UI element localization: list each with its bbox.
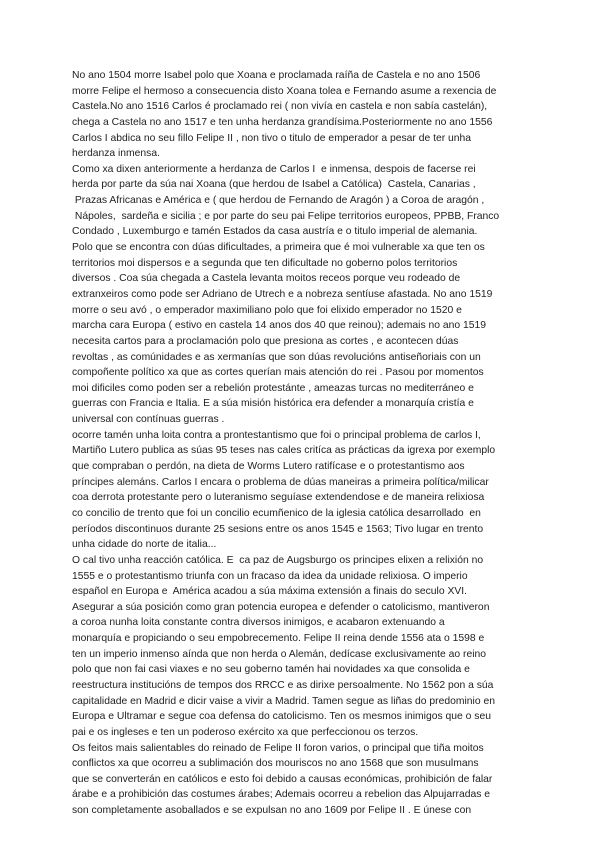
text-line: necesita cartos para a proclamación polo que presiona as cortes , e acontecen dúas — [72, 335, 459, 347]
text-line: territorios moi dispersos e a segunda que ten dificultade no goberno polos territorios — [72, 257, 458, 269]
text-line: herda por parte da súa nai Xoana (que herdou de Isabel a Católica) Castela, Canarias , — [72, 179, 476, 191]
text-line: guerras con Francia e Italia. E a súa misión histórica era defender a monarquía cristía e — [72, 398, 474, 410]
text-line: diversos . Coa súa chegada a Castela levanta moitos receos porque veu rodeado de — [72, 273, 461, 285]
text-line: marcha cara Europa ( estivo en castela 14 anos dos 40 que reinou); ademais no ano 1519 — [72, 320, 487, 332]
text-line: Castela.No ano 1516 Carlos é proclamado rei ( non vivía en castela e non sabía castelán), — [72, 101, 488, 113]
text-line: Martiño Lutero publica as súas 95 teses nas cales critíca as prácticas da igrexa por exemplo — [72, 445, 496, 457]
text-line: príncipes alemáns. Carlos I encara o problema de dúas maneiras a primeira política/milicar — [72, 476, 489, 488]
text-line: son completamente asoballados e se expulsan no ano 1609 por Felipe II . E únese con — [72, 805, 472, 817]
text-line: ten un imperio inmenso aínda que non herda o Alemán, dedícase exclusivamente ao reino — [72, 648, 487, 660]
text-line — [72, 819, 532, 835]
text-line: herdanza inmensa. — [72, 148, 160, 160]
text-line: Nápoles, sardeña e sicilia ; e por parte do seu pai Felipe territorios europeos, PPBB, Franco — [72, 210, 500, 222]
text-line: extranxeiros como pode ser Adriano de Utrech e a nobreza sentíuse afastada. No ano 1519 — [72, 288, 493, 300]
text-line: co concilio de trento que foi un concilio ecumñenico de la iglesia católica desarrollado en — [72, 507, 481, 519]
text-line: universal con contínuas guerras . — [72, 414, 225, 426]
text-line: Os feitos mais salientables do reinado de Felipe II foron varios, o principal que tiña moitos — [72, 742, 484, 754]
text-line: Asegurar a súa posición como gran potencia europea e defender o catolicismo, mantiveron — [72, 601, 490, 613]
text-line: que compraban o perdón, na dieta de Worms Lutero ratifícase e o protestantismo aos — [72, 461, 465, 473]
text-line: conflictos xa que ocorreu a sublimación dos mouriscos no ano 1568 que son musulmans — [72, 758, 479, 770]
text-line: O cal tivo unha reacción católica. E ca paz de Augsburgo os principes elixen a relixión no — [72, 554, 484, 566]
text-line: períodos discontinuos durante 25 sesions entre os anos 1545 e 1563; Tivo lugar en trento — [72, 523, 484, 535]
text-line: chega a Castela no ano 1517 e ten unha herdanza grandísima.Posteriormente no ano 1556 — [72, 116, 493, 128]
text-line: ocorre tamén unha loita contra a prontestantismo que foi o principal problema de carlos I, — [72, 429, 481, 441]
text-line: Como xa dixen anteriormente a herdanza de Carlos I e inmensa, despois de facerse rei — [72, 163, 476, 175]
text-line: que se converterán en católicos e esto foi debido a causas económicas, prohibición de falar — [72, 773, 493, 785]
text-line: Europa e Ultramar e segue coa defensa do catolicismo. Ten os mesmos inimigos que o seu — [72, 711, 491, 723]
text-line: morre Felipe el hermoso a consecuencia disto Xoana tolea e Fernando asume a rexencia de — [72, 85, 497, 97]
text-line: revoltas , as comúnidades e as xermanías que son dúas revolucións antiseñoriais con un — [72, 351, 481, 363]
text-line: polo que non fai casi viaxes e no seu goberno tamén hai novidades xa que consolida e — [72, 664, 470, 676]
text-line: monarquía e propiciando o seu empobrecemento. Felipe II reina dende 1556 ata o 1598 e — [72, 633, 485, 645]
text-line: reestructura institucións de tempos dos RRCC e as dirixe persoalmente. No 1562 pon a súa — [72, 679, 494, 691]
body-text — [72, 68, 532, 834]
text-line: 1555 e o protestantismo triunfa con un fracaso da idea da unidade relixiosa. O imperio — [72, 570, 468, 582]
text-line: a coroa nunha loita constante contra diversos inimigos, e acabaron extenuando a — [72, 617, 445, 629]
text-line: unha cidade do norte de italia... — [72, 539, 217, 551]
text-line: morre o seu avó , o emperador maximiliano polo que foi elixido emperador no 1520 e — [72, 304, 462, 316]
text-line: pai e os ingleses e ten un poderoso exército xa que perfeccionou os terzos. — [72, 726, 419, 738]
text-line: Condado , Luxemburgo e tamén Estados da casa austría e o titulo imperial de alemania. — [72, 226, 478, 238]
text-line: compoñente político xa que as cortes querían mais atención do rei . Pasou por momentos — [72, 367, 484, 379]
text-line: Carlos I abdica no seu fillo Felipe II , non tivo o titulo de emperador a pesar de ter unha — [72, 132, 472, 144]
text-line: español en Europa e América acadou a súa máxima extensión a finais do seculo XVI. — [72, 586, 468, 598]
text-line: árabe e a prohibición das costumes árabes; Ademais ocorreu a rebelion das Alpujarradas e — [72, 789, 491, 801]
text-line: Prazas Africanas e América e ( que herdou de Fernando de Aragón ) a Coroa de aragón , — [72, 195, 485, 207]
text-line: No ano 1504 morre Isabel polo que Xoana e proclamada raíña de Castela e no ano 1506 — [72, 70, 481, 81]
text-line: Polo que se encontra con dúas dificultades, a primeira que é moi vulnerable xa que ten os — [72, 242, 485, 254]
text-line: moi dificiles como poden ser a rebelión protestánte , ameazas turcas no mediterráneo e — [72, 382, 474, 394]
text-line: coa derrota protestante pero o luteranismo seguíase extendendose e de maneira relixiosa — [72, 492, 485, 504]
text-line: capitalidade en Madrid e dicir vaise a vivir a Madrid. Tamen segue as liñas do predominio en — [72, 695, 495, 707]
